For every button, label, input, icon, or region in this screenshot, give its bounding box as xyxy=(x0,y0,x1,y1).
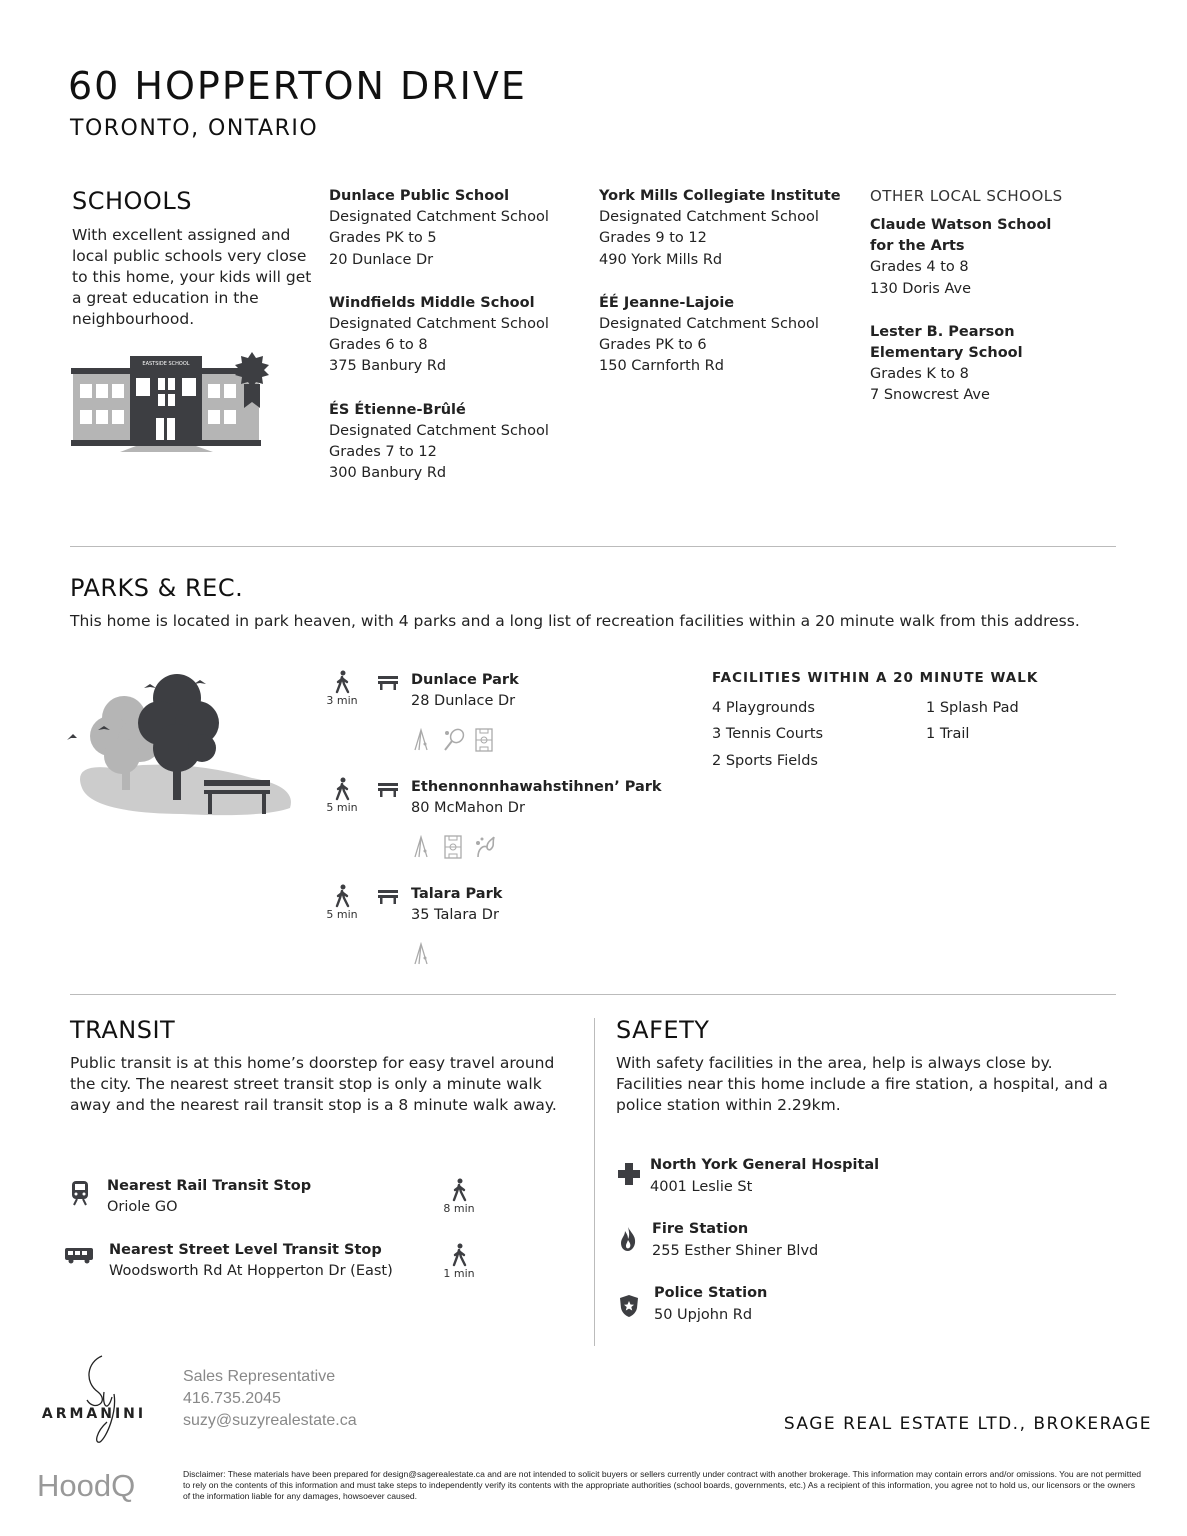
school-type: Designated Catchment School xyxy=(599,315,819,332)
other-schools-column xyxy=(870,186,1130,406)
school-name: Windfields Middle School xyxy=(329,294,535,311)
parks-heading: PARKS & REC. xyxy=(70,574,244,602)
contact-info xyxy=(183,1366,357,1432)
walk-minutes: 5 min xyxy=(326,801,358,814)
safety-name: Fire Station xyxy=(652,1221,749,1237)
playground-icon xyxy=(411,835,435,859)
transit-stop-label: Nearest Street Level Transit Stop xyxy=(109,1242,382,1258)
bus-icon xyxy=(64,1246,94,1264)
school-grades: Grades K to 8 xyxy=(870,365,969,382)
school-type: Designated Catchment School xyxy=(329,315,549,332)
school-entry xyxy=(870,322,1130,407)
playground-icon xyxy=(411,942,435,966)
facilities-heading: FACILITIES WITHIN A 20 MINUTE WALK xyxy=(712,670,1039,686)
school-grades: Grades PK to 6 xyxy=(599,337,707,354)
disclaimer: Disclaimer: These materials have been prepared for design@sagerealestate.ca and are not intended to solicit buyers or sellers currently under contract with another brokerage. This information may contain errors and/or omissions. You are not permitted to rely on the contents of this information and must take steps to independently verify its contents with the appropriate authorities (school boards, governments, etc.) As a recipient of this information, you agree not to hold us, our licensors or the owners of the information liable for any damages, howsoever caused. xyxy=(183,1469,1142,1501)
parks-description: This home is located in park heaven, with 4 parks and a long list of recreation facilities within a 20 minute walk from this address. xyxy=(70,612,1080,630)
splash-pad-icon xyxy=(473,835,497,859)
park-name: Ethennonnhawahstihnen’ Park xyxy=(411,779,662,795)
sports-field-icon xyxy=(442,835,466,859)
walking-person-icon xyxy=(451,1243,467,1267)
school-address: 130 Doris Ave xyxy=(870,280,972,297)
divider xyxy=(70,546,1116,547)
school-address: 300 Banbury Rd xyxy=(329,465,447,482)
walking-person-icon xyxy=(334,884,350,908)
playground-icon xyxy=(411,728,435,752)
hoodq-logo: HoodQ xyxy=(37,1468,136,1503)
school-address: 150 Carnforth Rd xyxy=(599,358,724,375)
schools-description: With excellent assigned and local public schools very close to this home, your kids will get a great education in the neighbourhood. xyxy=(72,226,312,328)
page-subtitle: TORONTO, ONTARIO xyxy=(70,116,319,141)
park-illustration xyxy=(62,668,297,818)
school-address: 20 Dunlace Dr xyxy=(329,251,434,268)
school-type: Designated Catchment School xyxy=(599,209,819,225)
page-title: 60 HOPPERTON DRIVE xyxy=(68,64,527,108)
school-grades: Grades 6 to 8 xyxy=(329,337,428,354)
walk-time xyxy=(322,777,362,814)
school-name: for the Arts xyxy=(870,238,965,255)
safety-address: 4001 Leslie St xyxy=(650,1179,753,1195)
school-address: 7 Snowcrest Ave xyxy=(870,387,990,404)
transit-stop-label: Nearest Rail Transit Stop xyxy=(107,1178,312,1194)
school-entry xyxy=(329,293,589,378)
school-name: Claude Watson School xyxy=(870,217,1052,234)
hospital-cross-icon xyxy=(617,1162,641,1186)
bench-icon xyxy=(377,888,399,905)
svg-text:EASTSIDE SCHOOL: EASTSIDE SCHOOL xyxy=(142,361,190,367)
transit-stop-name: Oriole GO xyxy=(107,1199,178,1215)
park-name: Talara Park xyxy=(411,886,503,902)
school-entry xyxy=(329,186,589,271)
school-name: Dunlace Public School xyxy=(329,188,510,204)
transit-stop-name: Woodsworth Rd At Hopperton Dr (East) xyxy=(109,1263,393,1279)
school-illustration xyxy=(68,348,278,452)
school-type: Designated Catchment School xyxy=(329,422,549,439)
school-grades: Grades PK to 5 xyxy=(329,230,437,247)
agent-role: Sales Representative xyxy=(183,1368,336,1385)
armanini-logo xyxy=(32,1352,157,1447)
safety-address: 255 Esther Shiner Blvd xyxy=(652,1243,819,1259)
school-address: 375 Banbury Rd xyxy=(329,358,447,375)
safety-heading: SAFETY xyxy=(616,1016,710,1044)
train-icon xyxy=(70,1180,90,1206)
school-grades: Grades 7 to 12 xyxy=(329,444,437,461)
park-address: 28 Dunlace Dr xyxy=(411,693,516,709)
walk-time xyxy=(322,670,362,707)
walk-time xyxy=(439,1178,479,1215)
school-entry xyxy=(870,215,1130,300)
walk-minutes: 8 min xyxy=(443,1202,475,1215)
facility-item: 1 Splash Pad xyxy=(926,700,1019,716)
safety-address: 50 Upjohn Rd xyxy=(654,1307,753,1323)
school-entry xyxy=(599,293,859,378)
school-grades: Grades 9 to 12 xyxy=(599,230,707,247)
school-name: York Mills Collegiate Institute xyxy=(599,188,841,204)
brokerage-name: SAGE REAL ESTATE LTD., BROKERAGE xyxy=(783,1414,1152,1434)
facility-item: 4 Playgrounds xyxy=(712,700,815,716)
school-name: ÉS Étienne-Brûlé xyxy=(329,401,466,418)
schools-heading: SCHOOLS xyxy=(72,187,192,215)
walk-minutes: 5 min xyxy=(326,908,358,921)
agent-email[interactable]: suzy@suzyrealestate.ca xyxy=(183,1412,357,1429)
transit-heading: TRANSIT xyxy=(70,1016,176,1044)
school-name: ÉÉ Jeanne-Lajoie xyxy=(599,294,735,311)
facility-item: 3 Tennis Courts xyxy=(712,726,824,742)
sports-field-icon xyxy=(473,728,497,752)
transit-description: Public transit is at this home’s doorstep for easy travel around the city. The nearest street transit stop is only a minute walk away and the nearest rail transit stop is a 8 minute walk away. xyxy=(70,1054,557,1114)
walk-minutes: 1 min xyxy=(443,1267,475,1280)
school-address: 490 York Mills Rd xyxy=(599,251,723,268)
safety-name: Police Station xyxy=(654,1285,768,1301)
svg-text:ARMANINI: ARMANINI xyxy=(41,1406,147,1422)
school-entry xyxy=(329,400,589,485)
walking-person-icon xyxy=(451,1178,467,1202)
park-name: Dunlace Park xyxy=(411,672,519,688)
school-type: Designated Catchment School xyxy=(329,209,549,225)
safety-description: With safety facilities in the area, help is always close by. Facilities near this home include a fire station, a hospital, and a police station within 2.29km. xyxy=(616,1054,1108,1114)
walking-person-icon xyxy=(334,777,350,801)
vertical-divider xyxy=(594,1018,595,1346)
safety-name: North York General Hospital xyxy=(650,1157,880,1173)
facility-item: 2 Sports Fields xyxy=(712,753,818,769)
park-address: 35 Talara Dr xyxy=(411,907,499,923)
school-name: Lester B. Pearson xyxy=(870,323,1015,340)
agent-phone[interactable]: 416.735.2045 xyxy=(183,1390,281,1407)
tennis-icon xyxy=(442,728,466,752)
bench-icon xyxy=(377,781,399,798)
walking-person-icon xyxy=(334,670,350,694)
schools-column-1 xyxy=(329,186,589,485)
school-name: Elementary School xyxy=(870,344,1023,361)
walk-time xyxy=(322,884,362,921)
flame-icon xyxy=(619,1226,637,1252)
park-address: 80 McMahon Dr xyxy=(411,800,525,816)
schools-column-2 xyxy=(599,186,859,378)
walk-minutes: 3 min xyxy=(326,694,358,707)
police-badge-icon xyxy=(619,1294,639,1318)
school-entry xyxy=(599,186,859,271)
school-grades: Grades 4 to 8 xyxy=(870,259,969,276)
other-schools-heading: OTHER LOCAL SCHOOLS xyxy=(870,187,1063,205)
walk-time xyxy=(439,1243,479,1280)
facility-item: 1 Trail xyxy=(926,726,970,742)
bench-icon xyxy=(377,674,399,691)
divider xyxy=(70,994,1116,995)
